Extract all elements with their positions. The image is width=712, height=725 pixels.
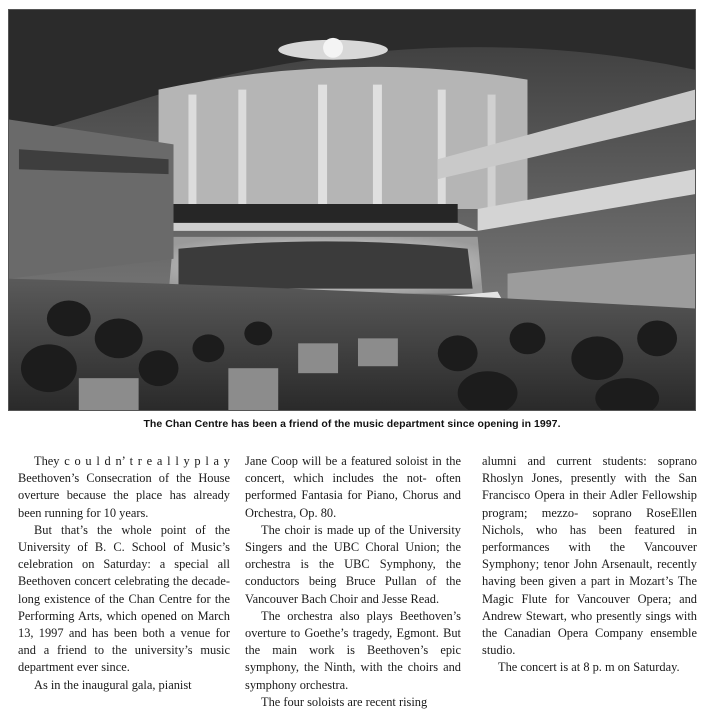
article-column-2 bbox=[245, 453, 461, 725]
paragraph: The choir is made up of the University Singers and the UBC Choral Union; the orchestra is the UBC Symphony, the conductors being Bruce Pullan of the Vancouver Bach Choir and Jesse Read. bbox=[245, 522, 461, 606]
paragraph: Jane Coop will be a featured soloist in the concert, which includes the not- often performed Fantasia for Piano, Chorus and Orchestra, Op. 80. bbox=[245, 454, 461, 520]
article-column-1 bbox=[18, 453, 230, 725]
concert-hall-image bbox=[9, 10, 695, 410]
paragraph: They c o u l d n’ t r e a l l y p l a y Beethoven’s Consecration of the House overture because the place has already been running for 10 years. bbox=[18, 454, 230, 520]
paragraph: As in the inaugural gala, pianist bbox=[34, 677, 192, 692]
paragraph: The four soloists are recent rising bbox=[261, 694, 428, 709]
concert-hall-photo bbox=[8, 9, 696, 411]
paragraph: The orchestra also plays Beethoven’s overture to Goethe’s tragedy, Egmont. But the main work is Beethoven’s epic symphony, the Ninth, with the choirs and symphony orchestra. bbox=[245, 608, 461, 692]
paragraph: The concert is at 8 p. m on Saturday. bbox=[498, 660, 680, 675]
paragraph: But that’s the whole point of the University of B. C. School of Music’s celebration on Saturday: a special all Beethoven concert celebrating the decade- long existence of the Chan Centre for the Performing Arts, which opened on March 13, 1997 and has been both a venue for and a friend to the university’s music department ever since. bbox=[18, 522, 230, 675]
photo-caption: The Chan Centre has been a friend of the music department since opening in 1997. bbox=[143, 418, 561, 430]
paragraph: alumni and current students: soprano Rhoslyn Jones, presently with the San Francisco Opera in their Adler Fellowship program; mezzo- soprano RoseEllen Nichols, who has been featured in performances with the Vancouver Symphony; tenor John Arsenault, recently having been given a part in Mozart’s The Magic Flute for Vancouver Opera; and Andrew Stewart, who presently sings with the Canadian Opera Company ensemble studio. bbox=[482, 454, 697, 658]
article-column-3 bbox=[482, 453, 697, 725]
